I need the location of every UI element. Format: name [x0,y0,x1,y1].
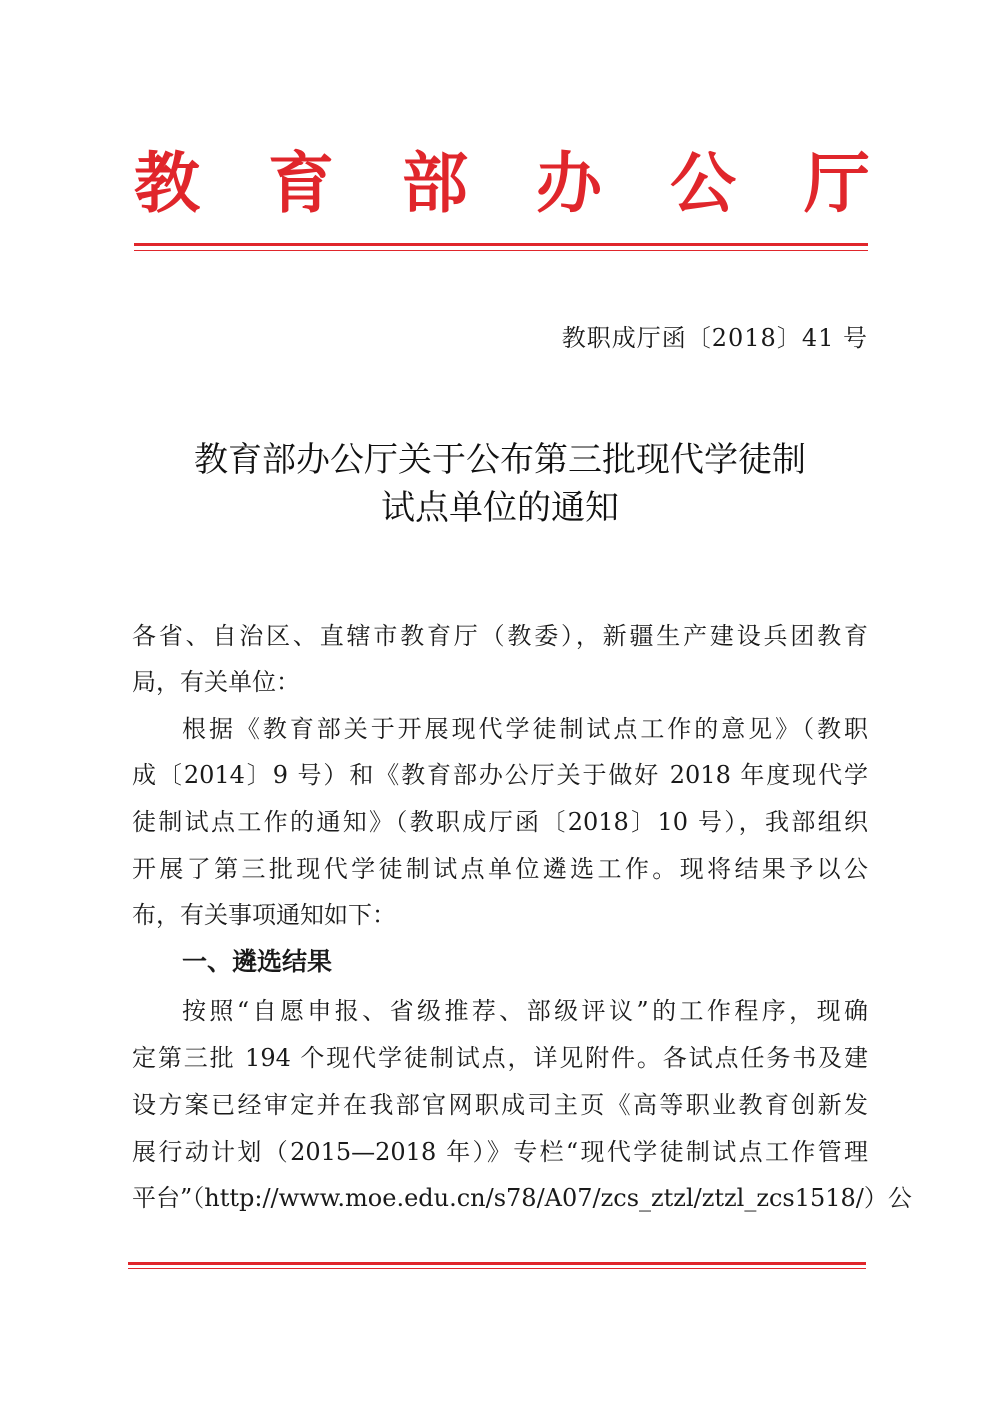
paragraph-2-line-2: 定第三批 194 个现代学徒制试点，详见附件。各试点任务书及建 [132,1044,868,1072]
paragraph-1-line-4: 开展了第三批现代学徒制试点单位遴选工作。现将结果予以公 [132,855,868,883]
letterhead-rule-thin [134,250,868,251]
paragraph-2-line-5: 平台”（http://www.moe.edu.cn/s78/A07/zcs_ztzl/ztzl_zcs1518/）公 [132,1184,912,1212]
salutation-line-1: 各省、自治区、直辖市教育厅（教委），新疆生产建设兵团教育 [132,622,868,650]
document-number: 教职成厅函〔2018〕41 号 [561,324,868,352]
paragraph-1-line-3: 徒制试点工作的通知》（教职成厅函〔2018〕10 号），我部组织 [132,808,868,836]
paragraph-2-line-4: 展行动计划（2015—2018 年）》专栏“现代学徒制试点工作管理 [132,1138,868,1166]
salutation-line-2: 局，有关单位： [132,668,300,696]
letterhead-char: 厅 [804,144,870,222]
letterhead-char: 育 [268,144,334,222]
footer-rule-thin [128,1268,866,1269]
footer-rule-thick [128,1262,866,1265]
letterhead-char: 部 [402,144,468,222]
letterhead-title [134,138,870,228]
section-heading-1: 一、遴选结果 [182,947,333,976]
document-title [100,436,900,532]
title-line-2: 试点单位的通知 [381,488,619,528]
letterhead-char: 公 [670,144,736,222]
paragraph-1-line-1: 根据《教育部关于开展现代学徒制试点工作的意见》（教职 [182,715,868,743]
paragraph-2-line-3: 设方案已经审定并在我部官网职成司主页《高等职业教育创新发 [132,1091,868,1119]
paragraph-1-line-5: 布，有关事项通知如下： [132,901,396,929]
paragraph-1-line-2: 成〔2014〕9 号）和《教育部办公厅关于做好 2018 年度现代学 [132,761,868,789]
title-line-1: 教育部办公厅关于公布第三批现代学徒制 [194,440,806,480]
letterhead-rule-thick [134,243,868,246]
letterhead-char: 办 [536,144,602,222]
letterhead-char: 教 [134,144,200,222]
paragraph-2-line-1: 按照“自愿申报、省级推荐、部级评议”的工作程序，现确 [182,997,868,1025]
